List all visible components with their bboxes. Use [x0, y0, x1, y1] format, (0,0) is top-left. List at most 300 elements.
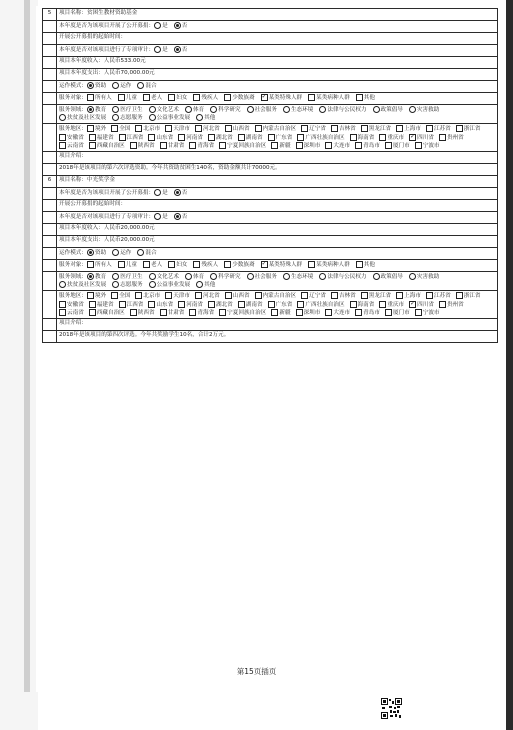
checkbox[interactable]	[308, 261, 315, 268]
service-region-option[interactable]	[135, 292, 160, 300]
radio-button[interactable]	[196, 114, 203, 121]
checkbox[interactable]	[135, 125, 142, 132]
service-region-option[interactable]	[301, 292, 326, 300]
service-region-option[interactable]	[111, 292, 130, 300]
service-region-option-label: 山东省	[156, 301, 174, 308]
service-region-option[interactable]	[271, 142, 290, 150]
checkbox[interactable]	[308, 94, 315, 101]
operation-mode-row	[43, 248, 498, 260]
service-field-option[interactable]	[319, 106, 366, 114]
checkbox[interactable]	[439, 134, 446, 141]
service-target-option-label: 某类病种人群	[316, 262, 350, 269]
checkbox[interactable]	[189, 142, 196, 149]
radio-button[interactable]	[112, 249, 119, 256]
service-target-option[interactable]	[143, 94, 162, 102]
service-region-option[interactable]	[119, 134, 144, 142]
service-regions-row	[43, 124, 498, 152]
service-region-option[interactable]	[178, 301, 203, 309]
checkbox[interactable]	[59, 142, 66, 149]
radio-button[interactable]	[87, 273, 94, 280]
checkbox[interactable]	[396, 292, 403, 299]
checkbox[interactable]	[385, 142, 392, 149]
service-region-option[interactable]	[59, 142, 84, 150]
project-name-row-cell	[57, 176, 498, 188]
checkbox[interactable]	[224, 94, 231, 101]
service-target-option[interactable]	[168, 94, 187, 102]
service-target-option[interactable]	[308, 261, 350, 269]
service-region-option[interactable]	[219, 142, 266, 150]
radio-button[interactable]	[154, 189, 161, 196]
checkbox[interactable]	[148, 134, 155, 141]
service-region-option[interactable]	[89, 301, 114, 309]
checkbox[interactable]	[255, 292, 262, 299]
service-region-option[interactable]	[111, 125, 130, 133]
checkbox[interactable]	[439, 301, 446, 308]
service-region-option[interactable]	[130, 142, 155, 150]
service-target-option[interactable]	[308, 94, 350, 102]
service-target-option[interactable]	[261, 94, 303, 102]
checkbox[interactable]	[130, 309, 137, 316]
service-field-option[interactable]	[319, 273, 366, 281]
fundraise-option[interactable]	[154, 189, 168, 197]
checkbox[interactable]	[350, 301, 357, 308]
service-region-option[interactable]	[350, 301, 375, 309]
checkbox[interactable]	[193, 94, 200, 101]
radio-button[interactable]	[196, 281, 203, 288]
operation-mode-option[interactable]	[137, 82, 156, 90]
service-region-option[interactable]	[160, 309, 185, 317]
checkbox[interactable]	[160, 309, 167, 316]
service-target-option[interactable]	[118, 94, 137, 102]
radio-button[interactable]	[137, 82, 144, 89]
service-region-option[interactable]	[456, 292, 481, 300]
checkbox[interactable]	[225, 292, 232, 299]
service-region-option[interactable]	[361, 292, 391, 300]
service-target-option[interactable]	[143, 261, 162, 269]
radio-button[interactable]	[149, 114, 156, 121]
checkbox[interactable]	[89, 309, 96, 316]
radio-button[interactable]	[149, 106, 156, 113]
service-region-option-label: 江西省	[126, 301, 144, 308]
checkbox[interactable]	[143, 94, 150, 101]
service-region-option[interactable]	[355, 142, 380, 150]
service-field-option[interactable]	[112, 273, 142, 281]
service-region-option[interactable]	[396, 125, 421, 133]
checkbox[interactable]	[135, 292, 142, 299]
service-field-option[interactable]	[373, 106, 403, 114]
service-region-option[interactable]	[385, 142, 410, 150]
checkbox[interactable]	[355, 142, 362, 149]
checkbox[interactable]	[261, 261, 268, 268]
checkbox[interactable]	[195, 125, 202, 132]
checkbox[interactable]	[168, 94, 175, 101]
radio-button[interactable]	[247, 273, 254, 280]
service-target-option[interactable]	[356, 261, 375, 269]
service-field-option[interactable]	[247, 106, 277, 114]
service-field-option-label: 法律与公民权力	[327, 107, 367, 113]
service-target-option-label: 某类特殊人群	[268, 262, 303, 269]
radio-button[interactable]	[112, 273, 119, 280]
fundraise-option[interactable]	[154, 22, 168, 30]
service-field-option[interactable]	[59, 114, 106, 122]
radio-button[interactable]	[185, 273, 192, 280]
checkbox[interactable]	[301, 292, 308, 299]
radio-button[interactable]	[283, 273, 290, 280]
scan-left-margin	[0, 0, 38, 730]
service-region-option[interactable]	[297, 134, 344, 142]
radio-button[interactable]	[87, 106, 94, 113]
service-region-option[interactable]	[331, 292, 356, 300]
service-region-option[interactable]	[439, 301, 464, 309]
service-region-option[interactable]	[165, 125, 190, 133]
operation-mode-option[interactable]	[137, 249, 156, 257]
service-region-option[interactable]	[59, 309, 84, 317]
service-region-option[interactable]	[379, 134, 404, 142]
service-field-option[interactable]	[409, 106, 439, 114]
radio-button[interactable]	[112, 82, 119, 89]
radio-button[interactable]	[210, 273, 217, 280]
radio-button[interactable]	[185, 106, 192, 113]
radio-button[interactable]	[283, 106, 290, 113]
service-fields-row-cell	[57, 105, 498, 124]
radio-button[interactable]	[247, 106, 254, 113]
checkbox[interactable]	[426, 125, 433, 132]
checkbox[interactable]	[59, 309, 66, 316]
checkbox[interactable]	[130, 142, 137, 149]
operation-mode-option[interactable]	[87, 249, 106, 257]
service-region-option[interactable]	[355, 309, 380, 317]
checkbox[interactable]	[350, 134, 357, 141]
operation-mode-option[interactable]	[87, 82, 106, 90]
checkbox[interactable]	[219, 309, 226, 316]
checkbox[interactable]	[219, 142, 226, 149]
service-field-option[interactable]	[185, 106, 204, 114]
service-target-option[interactable]	[193, 94, 218, 102]
service-region-option-label: 辽宁省	[309, 293, 326, 300]
checkbox[interactable]	[193, 261, 200, 268]
service-region-option[interactable]	[296, 142, 321, 150]
checkbox[interactable]	[178, 134, 185, 141]
checkbox[interactable]	[331, 292, 338, 299]
service-region-option[interactable]	[415, 142, 440, 150]
checkbox[interactable]	[271, 309, 278, 316]
service-region-option[interactable]	[271, 309, 290, 317]
checkbox[interactable]	[356, 94, 363, 101]
radio-button[interactable]	[409, 273, 416, 280]
service-region-option-label: 浙江省	[463, 293, 481, 300]
checkbox[interactable]	[271, 142, 278, 149]
operation-mode-row-cell	[57, 248, 498, 260]
checkbox[interactable]	[456, 292, 463, 299]
service-region-option[interactable]	[238, 134, 263, 142]
service-region-option[interactable]	[189, 142, 214, 150]
checkbox[interactable]	[409, 134, 416, 141]
service-field-option[interactable]	[87, 273, 106, 281]
radio-button[interactable]	[319, 273, 326, 280]
service-field-option-label: 体育	[192, 107, 205, 113]
service-region-option[interactable]	[255, 292, 297, 300]
project-number-cell	[43, 81, 57, 93]
service-region-option[interactable]	[325, 142, 350, 150]
service-target-option[interactable]	[261, 261, 303, 269]
checkbox[interactable]	[87, 261, 94, 268]
checkbox[interactable]	[59, 134, 66, 141]
service-targets-row-cell	[57, 93, 498, 105]
checkbox[interactable]	[325, 142, 332, 149]
checkbox[interactable]	[268, 301, 275, 308]
checkbox[interactable]	[296, 142, 303, 149]
service-region-option[interactable]	[87, 125, 106, 133]
service-region-option[interactable]	[415, 309, 440, 317]
checkbox[interactable]	[143, 261, 150, 268]
fundraise-question: 本年度是否为该项目开展了公开募捐：	[59, 23, 155, 29]
checkbox[interactable]	[385, 309, 392, 316]
service-field-option-label: 法律与公民权力	[327, 274, 367, 281]
service-field-option[interactable]	[283, 106, 313, 114]
checkbox[interactable]	[415, 309, 422, 316]
checkbox[interactable]	[409, 301, 416, 308]
service-region-option[interactable]	[178, 134, 203, 142]
radio-button[interactable]	[409, 106, 416, 113]
service-region-option[interactable]	[219, 309, 266, 317]
service-region-option[interactable]	[301, 125, 326, 133]
service-region-option[interactable]	[439, 134, 464, 142]
service-field-option[interactable]	[149, 106, 179, 114]
service-region-option[interactable]	[165, 292, 190, 300]
service-field-option[interactable]	[87, 106, 106, 114]
checkbox[interactable]	[160, 142, 167, 149]
service-field-option[interactable]	[247, 273, 277, 281]
service-region-option[interactable]	[426, 292, 451, 300]
radio-button[interactable]	[112, 114, 119, 121]
checkbox[interactable]	[111, 125, 118, 132]
checkbox[interactable]	[297, 301, 304, 308]
checkbox[interactable]	[297, 134, 304, 141]
radio-button[interactable]	[373, 273, 380, 280]
checkbox[interactable]	[361, 125, 368, 132]
checkbox[interactable]	[87, 292, 94, 299]
audit-option[interactable]	[174, 46, 188, 54]
service-target-option[interactable]	[168, 261, 187, 269]
radio-button[interactable]	[87, 82, 94, 89]
checkbox[interactable]	[148, 301, 155, 308]
radio-button[interactable]	[137, 249, 144, 256]
checkbox[interactable]	[119, 134, 126, 141]
service-target-option[interactable]	[87, 261, 112, 269]
project-number-cell	[43, 212, 57, 224]
fundraise-option[interactable]	[174, 189, 188, 197]
checkbox[interactable]	[118, 94, 125, 101]
checkbox[interactable]	[325, 309, 332, 316]
service-target-option[interactable]	[193, 261, 218, 269]
service-region-option[interactable]	[89, 142, 125, 150]
service-field-option[interactable]	[59, 281, 106, 289]
radio-button[interactable]	[174, 189, 181, 196]
checkbox[interactable]	[456, 125, 463, 132]
checkbox[interactable]	[356, 261, 363, 268]
service-field-option[interactable]	[210, 106, 240, 114]
radio-button[interactable]	[87, 249, 94, 256]
checkbox[interactable]	[268, 134, 275, 141]
checkbox[interactable]	[331, 125, 338, 132]
service-target-option[interactable]	[224, 261, 254, 269]
service-region-option[interactable]	[148, 301, 173, 309]
checkbox[interactable]	[89, 142, 96, 149]
service-field-option[interactable]	[196, 114, 215, 122]
service-region-option[interactable]	[89, 134, 114, 142]
service-region-option[interactable]	[59, 134, 84, 142]
service-field-option[interactable]	[112, 106, 142, 114]
service-region-option[interactable]	[208, 301, 233, 309]
checkbox[interactable]	[415, 142, 422, 149]
radio-button[interactable]	[59, 281, 66, 288]
service-region-option[interactable]	[195, 292, 220, 300]
checkbox[interactable]	[195, 292, 202, 299]
service-region-option[interactable]	[130, 309, 155, 317]
service-region-option[interactable]	[396, 292, 421, 300]
service-region-option[interactable]	[87, 292, 106, 300]
checkbox[interactable]	[208, 301, 215, 308]
checkbox[interactable]	[225, 125, 232, 132]
service-region-option[interactable]	[296, 309, 321, 317]
radio-button[interactable]	[112, 106, 119, 113]
checkbox[interactable]	[355, 309, 362, 316]
service-region-option[interactable]	[208, 134, 233, 142]
radio-button[interactable]	[154, 46, 161, 53]
radio-button[interactable]	[59, 114, 66, 121]
service-field-option[interactable]	[185, 273, 204, 281]
radio-button[interactable]	[112, 281, 119, 288]
service-region-option[interactable]	[195, 125, 220, 133]
service-region-option-label: 湖北省	[215, 134, 233, 141]
checkbox[interactable]	[379, 301, 386, 308]
operation-mode-option[interactable]	[112, 249, 131, 257]
checkbox[interactable]	[379, 134, 386, 141]
service-region-option[interactable]	[297, 301, 344, 309]
service-region-option[interactable]	[325, 309, 350, 317]
radio-button[interactable]	[154, 213, 161, 220]
audit-option[interactable]	[154, 46, 168, 54]
service-region-option[interactable]	[385, 309, 410, 317]
checkbox[interactable]	[361, 292, 368, 299]
service-region-option[interactable]	[409, 134, 434, 142]
checkbox[interactable]	[189, 309, 196, 316]
radio-button[interactable]	[319, 106, 326, 113]
audit-row	[43, 212, 498, 224]
service-target-option[interactable]	[118, 261, 137, 269]
operation-mode-option-label: 运作	[120, 83, 132, 89]
project-number-cell	[43, 272, 57, 291]
service-region-option[interactable]	[361, 125, 391, 133]
checkbox[interactable]	[396, 125, 403, 132]
radio-button[interactable]	[174, 46, 181, 53]
service-region-option[interactable]	[456, 125, 481, 133]
radio-button[interactable]	[154, 22, 161, 29]
service-target-option[interactable]	[356, 94, 375, 102]
service-region-option[interactable]	[379, 301, 404, 309]
checkbox[interactable]	[111, 292, 118, 299]
service-region-option[interactable]	[160, 142, 185, 150]
checkbox[interactable]	[89, 301, 96, 308]
checkbox[interactable]	[165, 125, 172, 132]
checkbox[interactable]	[426, 292, 433, 299]
radio-button[interactable]	[149, 281, 156, 288]
service-region-option[interactable]	[331, 125, 356, 133]
radio-button[interactable]	[174, 213, 181, 220]
service-field-option[interactable]	[149, 114, 191, 122]
service-field-option[interactable]	[409, 273, 439, 281]
service-target-option-label: 老人	[150, 95, 163, 101]
service-field-option[interactable]	[149, 273, 179, 281]
service-field-option[interactable]	[210, 273, 240, 281]
service-field-option[interactable]	[373, 273, 403, 281]
checkbox[interactable]	[208, 134, 215, 141]
project-number-cell	[43, 176, 57, 188]
service-target-option[interactable]	[87, 94, 112, 102]
service-region-option[interactable]	[225, 292, 250, 300]
service-region-option-label: 贵州省	[446, 301, 464, 308]
checkbox[interactable]	[238, 134, 245, 141]
service-field-option-label: 社会服务	[254, 107, 277, 113]
service-region-option[interactable]	[268, 301, 293, 309]
checkbox[interactable]	[224, 261, 231, 268]
checkbox[interactable]	[87, 94, 94, 101]
radio-button[interactable]	[210, 106, 217, 113]
service-region-option[interactable]	[119, 301, 144, 309]
checkbox[interactable]	[119, 301, 126, 308]
checkbox[interactable]	[301, 125, 308, 132]
checkbox[interactable]	[261, 94, 268, 101]
checkbox[interactable]	[89, 134, 96, 141]
fundraise-option[interactable]	[174, 22, 188, 30]
service-region-option[interactable]	[225, 125, 250, 133]
checkbox[interactable]	[255, 125, 262, 132]
service-region-option[interactable]	[350, 134, 375, 142]
service-field-option[interactable]	[112, 281, 142, 289]
service-region-option[interactable]	[255, 125, 297, 133]
audit-option[interactable]	[154, 213, 168, 221]
service-field-option[interactable]	[283, 273, 313, 281]
service-field-option[interactable]	[149, 281, 191, 289]
service-region-option[interactable]	[148, 134, 173, 142]
checkbox[interactable]	[238, 301, 245, 308]
service-region-option[interactable]	[268, 134, 293, 142]
radio-button[interactable]	[149, 273, 156, 280]
checkbox[interactable]	[59, 301, 66, 308]
service-region-option[interactable]	[89, 309, 125, 317]
radio-button[interactable]	[174, 22, 181, 29]
service-region-option[interactable]	[409, 301, 434, 309]
service-region-option[interactable]	[59, 301, 84, 309]
service-region-option[interactable]	[189, 309, 214, 317]
checkbox[interactable]	[165, 292, 172, 299]
checkbox[interactable]	[87, 125, 94, 132]
service-field-option[interactable]	[196, 281, 215, 289]
checkbox[interactable]	[118, 261, 125, 268]
operation-mode-option[interactable]	[112, 82, 131, 90]
checkbox[interactable]	[178, 301, 185, 308]
intro-label-row	[43, 152, 498, 164]
service-region-option[interactable]	[238, 301, 263, 309]
service-field-option[interactable]	[112, 114, 142, 122]
checkbox[interactable]	[168, 261, 175, 268]
audit-option[interactable]	[174, 213, 188, 221]
checkbox[interactable]	[296, 309, 303, 316]
service-region-option[interactable]	[135, 125, 160, 133]
service-region-option[interactable]	[426, 125, 451, 133]
service-target-option[interactable]	[224, 94, 254, 102]
radio-button[interactable]	[373, 106, 380, 113]
